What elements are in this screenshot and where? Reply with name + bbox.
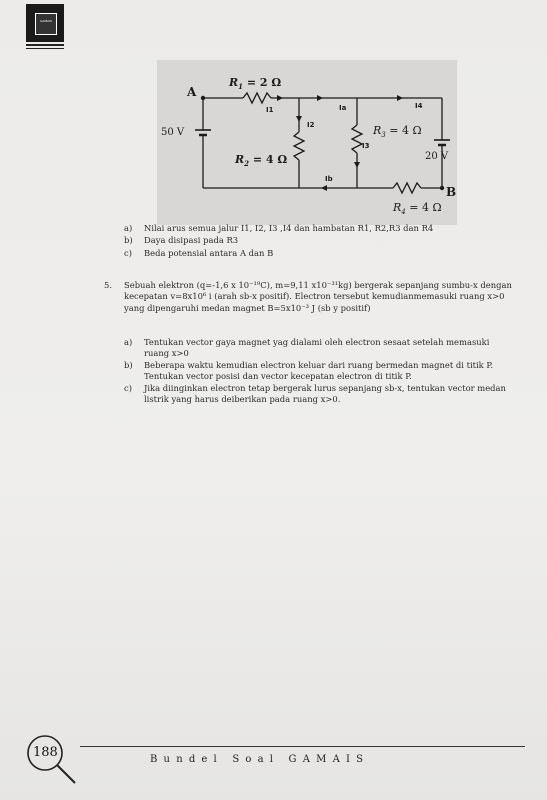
sub-item-b-text: Daya disipasi pada R3	[144, 235, 239, 245]
ia-arrow-icon	[317, 95, 323, 101]
question-5-item-b-text: Beberapa waktu kemudian electron keluar dari ruang bermedan magnet di titik P. Tentukan vector posisi dan vector kecepatan electron di titik P.	[144, 359, 493, 382]
circuit-svg	[157, 60, 457, 225]
r2-value: = 4 Ω	[249, 153, 288, 166]
sub-item-a-label: a)	[124, 223, 133, 233]
question-5-item-c-text: Jika diinginkan electron tetap bergerak lurus sepanjang sb-x, tentukan vector medan listrik yang harus deiberikan pada ruang x>0.	[144, 382, 506, 405]
i1-label: I1	[266, 106, 274, 114]
node-a-label: A	[187, 85, 197, 99]
r4-value: = 4 Ω	[405, 201, 442, 214]
r3-sub: 3	[381, 131, 386, 139]
r3-value: = 4 Ω	[385, 124, 422, 137]
i2-arrow-icon	[296, 116, 302, 122]
i3-label: I3	[362, 142, 370, 150]
node-b-dot	[440, 186, 444, 190]
book-title: Bundel Soal GAMAIS	[150, 754, 370, 765]
node-b-label: B	[446, 185, 457, 199]
question-5-item-b-label: b)	[124, 359, 133, 370]
ib-label: Ib	[325, 175, 333, 183]
sub-item-a-text: Nilai arus semua jalur I1, I2, I3 ,I4 dan hambatan R1, R2,R3 dan R4	[144, 223, 434, 233]
r3-label: R	[373, 124, 382, 137]
question-5-item-b	[124, 360, 514, 383]
i4-arrow-icon	[397, 95, 403, 101]
r2-label: R	[235, 153, 245, 166]
node-a-dot	[201, 96, 205, 100]
circuit-diagram	[157, 60, 457, 225]
ib-arrow-icon	[321, 185, 327, 191]
battery-50v-label: 50 V	[161, 127, 185, 138]
question-5-item-c-label: c)	[124, 382, 132, 393]
i1-arrow-icon	[277, 95, 283, 101]
svg-text:R4 = 4 Ω	[392, 201, 442, 216]
r4-sub: 4	[401, 208, 406, 216]
question-5-items	[124, 337, 514, 405]
svg-text:R2 = 4 Ω	[234, 153, 287, 168]
header-rule	[26, 44, 64, 46]
question-5-item-a-text: Tentukan vector gaya magnet yag dialami oleh electron sesaat setelah memasuki ruang x>0	[144, 337, 490, 359]
question-5-item-a-label: a)	[124, 337, 133, 347]
battery-20v-label: 20 V	[425, 151, 449, 162]
gamais-logo	[26, 4, 64, 42]
footer-rule	[80, 746, 525, 747]
logo-emblem-icon	[35, 13, 57, 35]
r3-resistor	[352, 125, 362, 153]
sub-item-b-label: b)	[124, 235, 133, 245]
r2-sub: 2	[244, 159, 250, 168]
r2-resistor	[294, 132, 304, 160]
svg-text:R1 = 2 Ω	[228, 76, 281, 91]
logo-text: GAMAIS	[40, 19, 52, 23]
question-5-body: Sebuah elektron (q=-1,6 x 10⁻¹⁹C), m=9,11 x10⁻³¹kg) bergerak sepanjang sumbu-x dengan kecepatan v=8x10⁶ i (arah sb-x positif). Electron tersebut kemudianmemasuki ruang x>0 yang dipengaruhi medan magnet B=5x10⁻³ J (sb y positif)	[124, 280, 512, 313]
r1-resistor	[243, 93, 271, 103]
i2-label: I2	[307, 121, 315, 129]
svg-text:R3 = 4 Ω	[372, 124, 422, 139]
question-5-item-a	[124, 337, 514, 360]
r1-sub: 1	[238, 82, 244, 91]
r1-label: R	[229, 76, 239, 89]
i3-arrow-icon	[354, 162, 360, 168]
page-number: 188	[33, 745, 58, 760]
header-rule-thin	[26, 48, 64, 49]
sub-item-c-text: Beda potensial antara A dan B	[144, 248, 274, 258]
ia-label: Ia	[339, 104, 347, 112]
r1-value: = 2 Ω	[243, 76, 282, 89]
r4-resistor	[393, 183, 421, 193]
question-5-item-c	[124, 383, 514, 406]
question-5-number: 5.	[104, 280, 112, 290]
sub-item-c-label: c)	[124, 248, 132, 258]
r4-label: R	[393, 201, 402, 214]
i4-label: I4	[415, 102, 423, 110]
